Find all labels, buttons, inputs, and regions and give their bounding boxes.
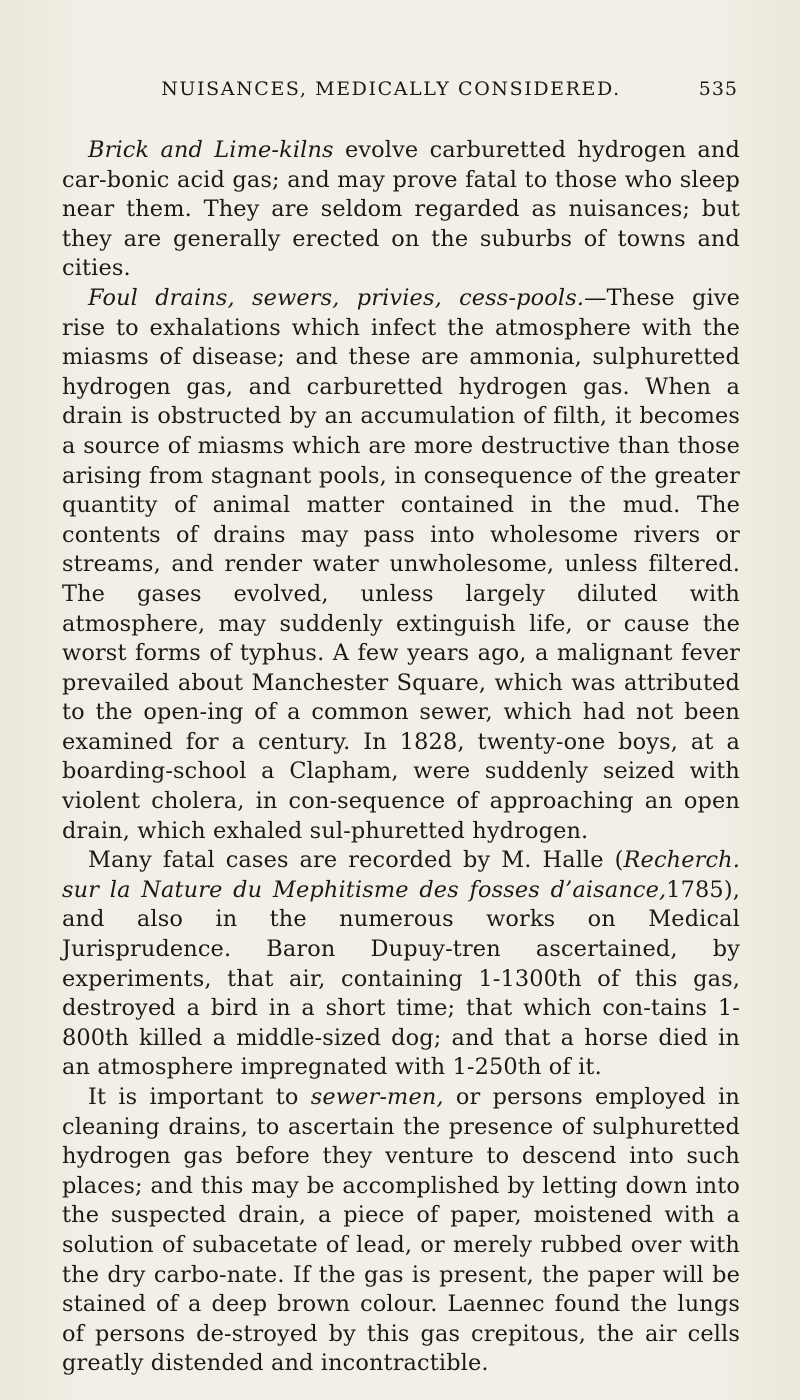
- paragraph-halle-cases: [62, 846, 740, 1083]
- paragraph-text: evolve carburetted hydrogen and car-bonic acid gas; and may prove fatal to those who sleep near them. They are seldom regarded as nuisances; but they are generally erected on the suburbs of towns and cities.: [62, 137, 740, 282]
- paragraph-text: Many fatal cases are recorded by M. Halle (: [88, 847, 624, 874]
- term-italic: sewer-men,: [310, 1084, 444, 1110]
- running-head-title: NUISANCES, MEDICALLY CONSIDERED.: [161, 78, 621, 100]
- paragraph-text: 1785), and also in the numerous works on Medical Jurisprudence. Baron Dupuy-tren ascertained, by experiments, that air, containing 1-1300th of this gas, destroyed a bird in a short time; that which con-tains 1-800th killed a middle-sized dog; and that a horse died in an atmosphere impregnated with 1-250th of it.: [62, 876, 740, 1081]
- paragraph-lead-italic: Brick and Lime-kilns: [88, 137, 334, 163]
- page-number: 535: [698, 78, 738, 100]
- paragraph-text: or persons employed in cleaning drains, to ascertain the presence of sulphuretted hydrogen gas before they venture to descend into such places; and this may be accomplished by letting down into the suspected drain, a piece of paper, moistened with a solution of subacetate of lead, or merely rubbed over with the dry carbo-nate. If the gas is present, the paper will be stained of a deep brown colour. Laennec found the lungs of persons de-stroyed by this gas crepitous, the air cells greatly distended and incontractible.: [62, 1084, 740, 1377]
- paragraph-brick-kilns: [62, 136, 740, 284]
- paragraph-lead-italic: Foul drains, sewers, privies, cess-pools.: [88, 284, 585, 311]
- paragraph-sewer-men: [62, 1083, 740, 1379]
- paragraph-text: It is important to: [88, 1084, 311, 1110]
- running-head: [62, 78, 740, 112]
- paragraph-foul-drains: [62, 284, 740, 846]
- citation-italic: Recherch. sur la Nature du Mephitisme des fosses d’aisance,: [62, 847, 740, 903]
- paragraph-text: —These give rise to exhalations which infect the atmosphere with the miasms of disease; and these are ammonia, sulphuretted hydrogen gas, and carburetted hydrogen gas. When a drain is obstructed by an accumulation of filth, it becomes a source of miasms which are more destructive than those arising from stagnant pools, in consequence of the greater quantity of animal matter contained in the mud. The contents of drains may pass into wholesome rivers or streams, and render water unwholesome, unless filtered. The gases evolved, unless largely diluted with atmosphere, may suddenly extinguish life, or cause the worst forms of typhus. A few years ago, a malignant fever prevailed about Manchester Square, which was attributed to the open-ing of a common sewer, which had not been examined for a century. In 1828, twenty-one boys, at a boarding-school a Clapham, were suddenly seized with violent cholera, in con-sequence of approaching an open drain, which exhaled sul-phuretted hydrogen.: [62, 284, 740, 844]
- body-text: [62, 136, 740, 1379]
